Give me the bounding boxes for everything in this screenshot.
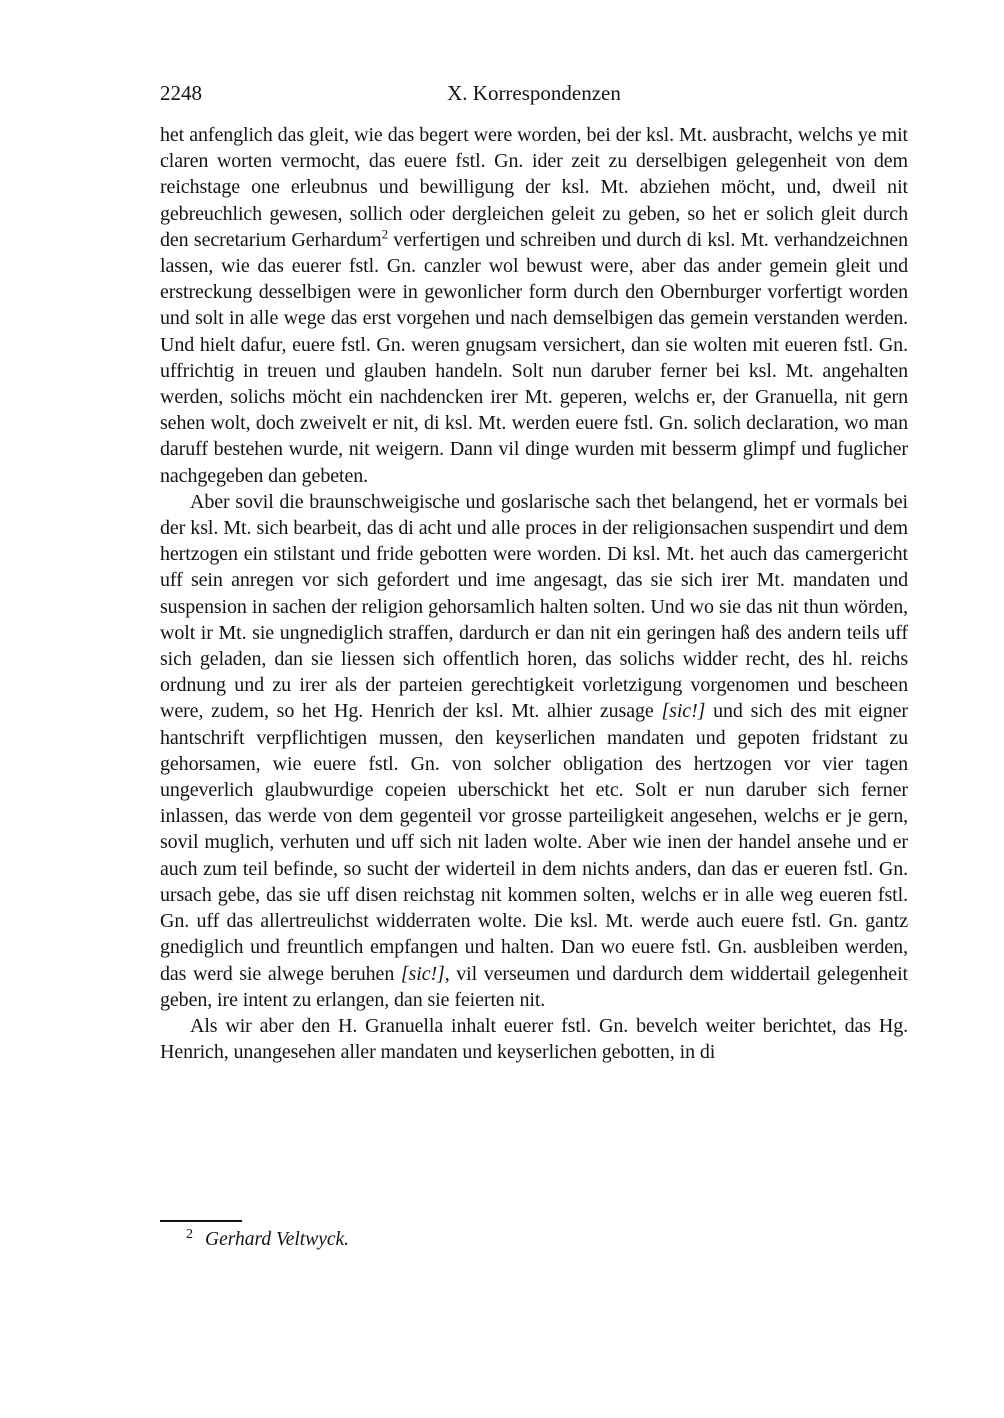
paragraph-1-text-continued: verfertigen und schreiben und durch di ksl. Mt. verhandzeichnen lassen, wie das euerer fstl. Gn. canzler wol bewust were, aber das ander gemein gleit und erstreckung desselbigen were in gewonlicher form durch den Obernburger vorfertigt worden und solt in alle wege das erst vorgehen und nach demselbigen das gemein verstanden werden. Und hielt dafur, euere fstl. Gn. weren gnugsam versichert, dan sie wolten mit eueren fstl. Gn. uffrichtig in treuen und glauben handeln. Solt nun daruber ferner bei ksl. Mt. angehalten werden, solichs möcht ein nachdencken irer Mt. geperen, welchs er, der Granuella, nit gern sehen wolt, doch zweivelt er nit, di ksl. Mt. werden euere fstl. Gn. solich declaration, wo man daruff bestehen wurde, nit weigern. Dann vil dinge wurden mit besserm glimpf und fuglicher nachgegeben dan gebeten. xyxy=(160,228,908,487)
paragraph-2-text: Aber sovil die braunschweigische und goslarische sach thet belangend, het er vormals bei der ksl. Mt. sich bearbeit, das di acht und alle proces in der religionsachen suspendirt und dem hertzogen ein stilstant und fride gebotten were worden. Di ksl. Mt. het auch das camergericht uff sein anregen vor sich gefordert und ime angesagt, das sie sich irer Mt. mandaten und suspension in sachen der religion gehorsamlich halten solten. Und wo sie das nit thun wörden, wolt ir Mt. sie ungnediglich straffen, dardurch er dan nit ein geringen haß des andern teils uff sich geladen, dan sie liessen sich offentlich horen, das solichs widder recht, des hl. reichs ordnung und zu irer als der parteien gerechtigkeit vorletzigung vorgenomen und bescheen were, zudem, so het Hg. Henrich der ksl. Mt. alhier zusage xyxy=(160,490,908,723)
paragraph-1 xyxy=(160,122,908,489)
page-number: 2248 xyxy=(160,81,202,105)
footnote-2-marker: 2 xyxy=(186,1226,193,1242)
paragraph-2-text-continued: und sich des mit eigner hantschrift verpflichtigen mussen, den keyserlichen mandaten und gepoten fridstant zu gehorsamen, wie euere fstl. Gn. von solcher obligation des hertzogen vor vier tagen ungeverlich glaubwurdige copeien uberschickt het etc. Solt er nun daruber sich ferner inlassen, das werde von dem gegenteil vor grosse parteiligkeit angesehen, welchs er je gern, sovil muglich, verhuten und uff sich nit laden wolte. Aber wie inen der handel ansehe und er auch zum teil befinde, so sucht der widerteil in dem nichts anders, dan das er eueren fstl. Gn. ursach gebe, das sie uff disen reichstag nit kommen solten, welchs er in alle weg eueren fstl. Gn. uff das allertreulichst widderraten wolte. Die ksl. Mt. werde auch euere fstl. Gn. gantz gnediglich und freuntlich empfangen und halten. Dan wo euere fstl. Gn. ausbleiben werden, das werd sie alwege beruhen xyxy=(160,700,908,985)
footnote-2 xyxy=(160,1228,908,1252)
page-header xyxy=(160,80,908,108)
sic-annotation-2: [sic!] xyxy=(400,962,445,985)
paragraph-3 xyxy=(160,1013,908,1065)
footnote-reference-2: 2 xyxy=(381,226,388,242)
footnote-separator-rule xyxy=(160,1220,242,1222)
sic-annotation-1: [sic!] xyxy=(661,700,706,723)
paragraph-3-text: Als wir aber den H. Granuella inhalt euerer fstl. Gn. bevelch weiter berichtet, das Hg. Henrich, unangesehen aller mandaten und keyserlichen gebotten, in di xyxy=(160,1014,908,1064)
footnote-area xyxy=(160,1220,908,1252)
page-text-block xyxy=(160,80,908,1065)
paragraph-1-text: het anfenglich das gleit, wie das begert were worden, bei der ksl. Mt. ausbracht, welchs ye mit claren worten vermocht, das euere fstl. Gn. ider zeit zu derselbigen gelegenheit von dem reichstage one erleubnus und bewilligung der ksl. Mt. abziehen möcht, und, dweil nit gebreuchlich gewesen, sollich oder dergleichen geleit zu geben, so het er solich gleit durch den secretarium Gerhardum xyxy=(160,124,908,251)
footnote-2-text: Gerhard Veltwyck. xyxy=(205,1229,350,1250)
running-head: X. Korrespondenzen xyxy=(447,81,621,105)
body-text xyxy=(160,122,908,1065)
paragraph-2-text-end: , vil verseumen und dardurch dem widdertail gelegenheit geben, ire intent zu erlangen, dan sie feierten nit. xyxy=(160,962,909,1011)
paragraph-2 xyxy=(160,489,908,1013)
